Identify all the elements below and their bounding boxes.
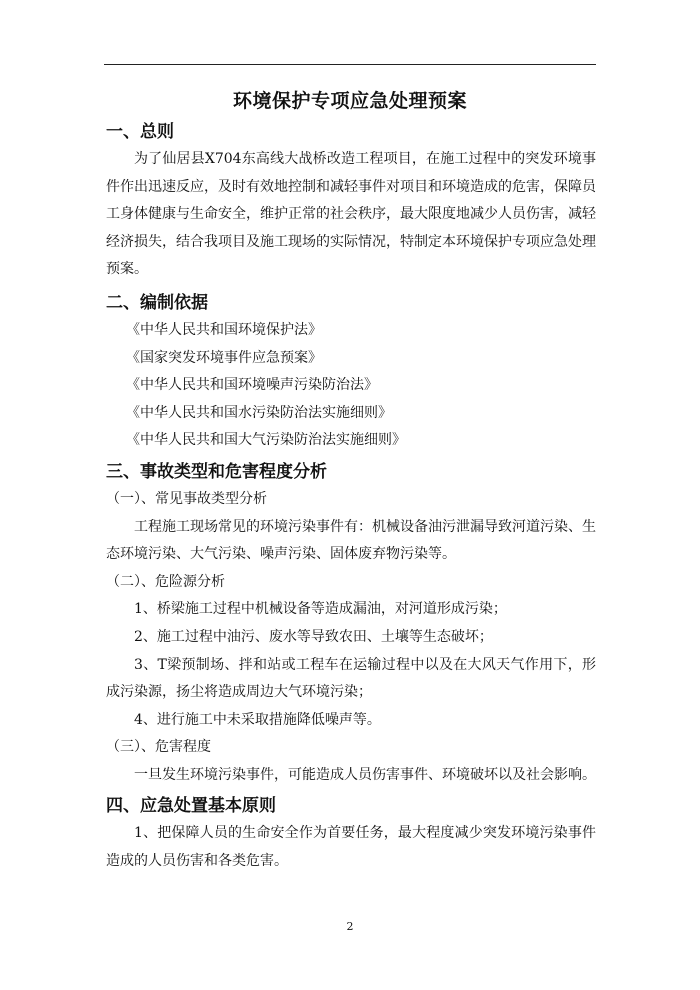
paragraph-principle: 1、把保障人员的生命安全作为首要任务，最大程度减少突发环境污染事件造成的人员伤害和各类危害。 xyxy=(106,825,596,870)
reference-item: 《中华人民共和国大气污染防治法实施细则》 xyxy=(126,432,406,449)
section-heading-analysis: 三、事故类型和危害程度分析 xyxy=(106,461,327,482)
hazard-item: 4、进行施工中未采取措施降低噪声等。 xyxy=(134,711,381,728)
document-title: 环境保护专项应急处理预案 xyxy=(232,90,467,112)
section-heading-basis: 二、编制依据 xyxy=(106,292,208,313)
hazard-item: 1、桥梁施工过程中机械设备等造成漏油，对河道形成污染； xyxy=(134,601,507,618)
paragraph-harm-degree: 一旦发生环境污染事件，可能造成人员伤害事件、环境破坏以及社会影响。 xyxy=(134,766,596,783)
reference-item: 《中华人民共和国环境噪声污染防治法》 xyxy=(126,377,378,394)
reference-item: 《中华人民共和国环境保护法》 xyxy=(126,321,322,338)
paragraph-accident-types: 工程施工现场常见的环境污染事件有：机械设备油污泄漏导致河道污染、生态环境污染、大气污染、噪声污染、固体废弃物污染等。 xyxy=(106,518,596,563)
reference-item: 《中华人民共和国水污染防治法实施细则》 xyxy=(126,404,392,421)
subsection-title-accident-types: （一）、常见事故类型分析 xyxy=(106,490,267,507)
subsection-title-hazard-sources: （二）、危险源分析 xyxy=(106,573,225,590)
paragraph-general: 为了仙居县X704东高线大战桥改造工程项目，在施工过程中的突发环境事件作出迅速反应，及时有效地控制和减轻事件对项目和环境造成的危害，保障员工身体健康与生命安全，维护正常的社会秩序，最大限度地减少人员伤害，减轻经济损失，结合我项目及施工现场的实际情况，特制定本环境保护专项应急处理预案。 xyxy=(106,151,596,278)
section-heading-general: 一、总则 xyxy=(106,122,174,142)
document-body xyxy=(106,118,596,876)
hazard-item: 3、T梁预制场、拌和站或工程车在运输过程中以及在大风天气作用下，形成污染源，扬尘将造成周边大气环境污染； xyxy=(106,656,596,701)
section-heading-principles: 四、应急处置基本原则 xyxy=(106,796,276,817)
page-number: 2 xyxy=(346,920,354,933)
hazard-item: 2、施工过程中油污、废水等导致农田、土壤等生态破坏； xyxy=(134,628,493,645)
reference-item: 《国家突发环境事件应急预案》 xyxy=(126,349,322,366)
subsection-title-harm-degree: （三）、危害程度 xyxy=(106,739,211,756)
header-rule xyxy=(104,64,596,65)
